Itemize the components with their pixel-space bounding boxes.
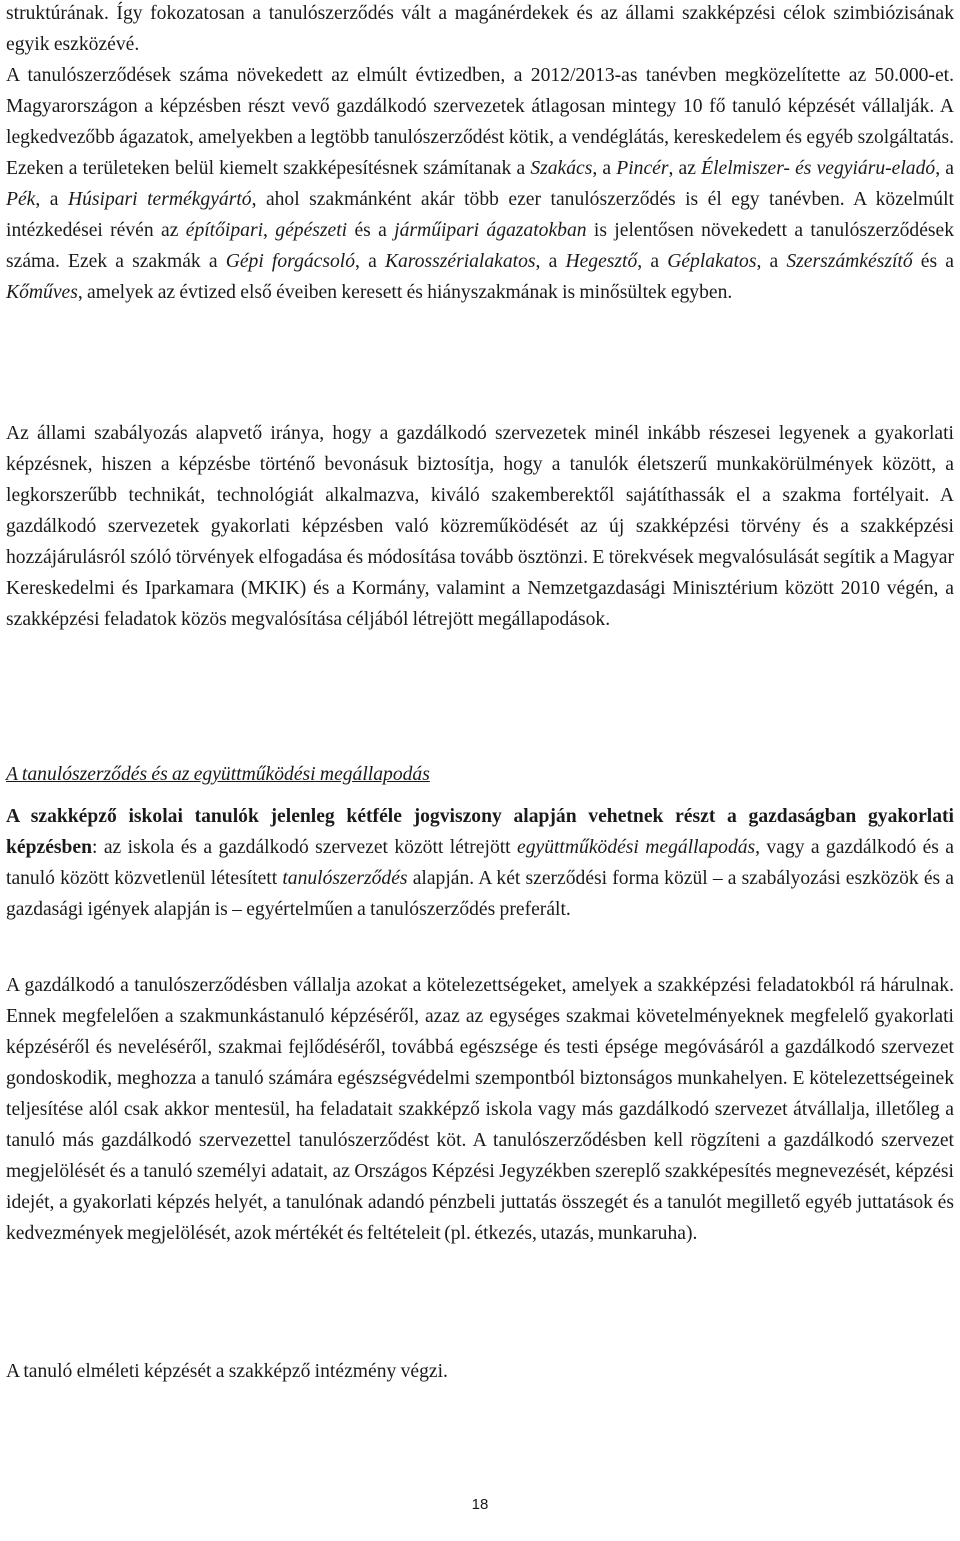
text: , a: [935, 158, 954, 179]
term: tanulószerződés: [282, 868, 408, 889]
text: , a: [637, 251, 660, 272]
text: is jelentősen növekedett a tanulószerződések száma. Ezek a szakmák a: [6, 220, 955, 272]
bold-statement: A szakképző iskolai tanulók jelenleg kétféle jogviszony alapján vehetnek részt a gazdaságban gyakorlati képzésben: [6, 806, 954, 858]
term: együttműködési megállapodás: [517, 837, 756, 858]
occupation-name: Szakács: [530, 158, 593, 179]
section-heading: A tanulószerződés és az együttműködési megállapodás: [6, 764, 430, 785]
text: , ahol szakmánként akár több ezer tanulószerződés is él egy tanévben. A közelmúlt intézkedései révén az: [6, 189, 954, 241]
text: , a: [535, 251, 558, 272]
text: , vagy a gazdálkodó és a tanuló között közvetlenül létesített: [6, 837, 954, 889]
text: , a: [592, 158, 612, 179]
text: : az iskola és a gazdálkodó szervezet között létrejött: [92, 837, 511, 858]
occupation-name: Pincér: [616, 158, 669, 179]
text: ,: [263, 220, 268, 241]
paragraph-obligations: A gazdálkodó a tanulószerződésben vállalja azokat a kötelezettségeket, amelyek a szakképzési feladatokból rá hárulnak. Ennek megfelelően a szakmunkástanuló képzéséről, azaz az egységes szakmai követelményeknek megfelelő gyakorlati képzéséről és neveléséről, szakmai fejlődéséről, továbbá egészsége és testi épsége megóvásáról a gazdálkodó szervezet gondoskodik, meghozza a tanuló számára egészségvédelmi szempontból biztonságos munkahelyen. E kötelezettségeinek teljesítése alól csak akkor mentesül, ha feladatait szakképző iskola vagy más gazdálkodó szervezet átvállalja, illetőleg a tanuló más gazdálkodó szervezettel tanulószerződést köt. A tanulószerződésben kell rögzíteni a gazdálkodó szervezet megjelölését és a tanuló személyi adatait, az Országos Képzési Jegyzékben szereplő szakképesítés megnevezését, képzési idejét, a gyakorlati képzés helyét, a tanulónak adandó pénzbeli juttatás összegét és a tanulót megillető egyéb juttatások és kedvezmények megjelölését, azok mértékét és feltételeit (pl. étkezés, utazás, munkaruha).: [6, 975, 954, 1244]
occupation-name: Gépi forgácsoló: [225, 251, 356, 272]
paragraph-theory: A tanuló elméleti képzését a szakképző intézmény végzi.: [6, 1361, 448, 1382]
paragraph-regulation: Az állami szabályozás alapvető iránya, hogy a gazdálkodó szervezetek minél inkább részesei legyenek a gyakorlati képzésnek, hiszen a képzésbe történő bevonásuk biztosítja, hogy a tanulók életszerű munkakörülmények között, a legkorszerűbb technikát, technológiát alkalmazva, kiváló szakemberektől sajátíthassák el a szakma fortélyait. A gazdálkodó szervezetek gyakorlati képzésben való közreműködését az új szakképzési törvény és a szakképzési hozzájárulásról szóló törvények elfogadása és módosítása tovább ösztönzi. E törekvések megvalósulását segítik a Magyar Kereskedelmi és Iparkamara (MKIK) és a Kormány, valamint a Nemzetgazdasági Minisztérium között 2010 végén, a szakképzési feladatok közös megvalósítása céljából létrejött megállapodások.: [6, 423, 954, 630]
paragraph-intro: [6, 0, 954, 308]
occupation-name: Karosszérialakatos: [384, 251, 536, 272]
paragraph-legal-relations: [6, 801, 954, 925]
text: , amelyek az évtized első éveiben keresett és hiányszakmának is minősültek egyben.: [77, 282, 733, 303]
text: , a: [355, 251, 377, 272]
occupation-name: Kőműves: [6, 282, 78, 303]
text: , a: [756, 251, 779, 272]
occupation-name: Géplakatos: [667, 251, 757, 272]
page-number: 18: [471, 1496, 489, 1513]
occupation-name: Szerszámkészítő: [786, 251, 913, 272]
text: és a: [920, 251, 954, 272]
text: struktúrának. Így fokozatosan a tanulószerződés vált a magánérdekek és az állami szakképzési célok szimbiózisának egyik eszközévé.: [6, 3, 954, 55]
occupation-name: Hegesztő: [565, 251, 638, 272]
text: , az: [668, 158, 696, 179]
text: A tanulószerződések száma növekedett az elmúlt évtizedben, a 2012/2013-as tanévben megközelítette az 50.000-et. Magyarországon a képzésben részt vevő gazdálkodó szervezetek átlagosan mintegy 10 fő tanuló képzését vállalják. A legkedvezőbb ágazatok, amelyekben a legtöbb tanulószerződést kötik, a vendéglátás, kereskedelem és egyéb szolgáltatás. Ezeken a területeken belül kiemelt szakképesítésnek számítanak a: [6, 65, 954, 179]
sector-name: járműipari ágazatokban: [394, 220, 587, 241]
text: alapján. A két szerződési forma közül – a szabályozási eszközök és a gazdasági igények alapján is – egyértelműen a tanulószerződés preferált.: [6, 868, 954, 920]
text: , a: [35, 189, 59, 210]
sector-name: gépészeti: [275, 220, 348, 241]
occupation-name: Pék: [6, 189, 36, 210]
sector-name: építőipari: [185, 220, 264, 241]
occupation-name: Húsipari termékgyártó: [67, 189, 252, 210]
occupation-name: Élelmiszer- és vegyiáru-eladó: [701, 158, 936, 179]
text: és a: [354, 220, 387, 241]
